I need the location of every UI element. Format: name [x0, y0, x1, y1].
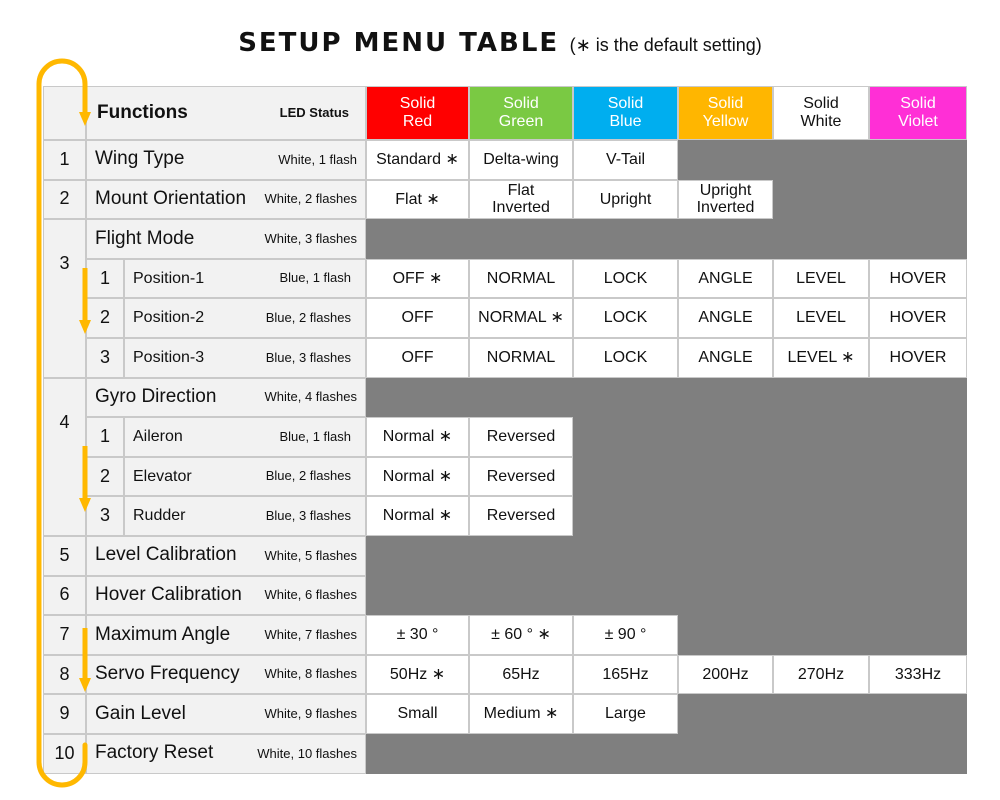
setting-option: OFF — [366, 298, 469, 338]
row-number: 8 — [43, 655, 86, 695]
arrow-head-icon — [79, 112, 91, 126]
setting-option: Upright — [573, 180, 678, 220]
led-status: Blue, 2 flashes — [265, 468, 351, 484]
setting-option: HOVER — [869, 259, 967, 299]
loop-arrow-line — [39, 61, 85, 785]
setting-option: LOCK — [573, 298, 678, 338]
setting-option: LEVEL ∗ — [773, 338, 869, 378]
setting-option: ANGLE — [678, 259, 773, 299]
function-name: Elevator — [133, 467, 192, 485]
led-status: White, 4 flashes — [264, 389, 357, 405]
setting-option: ± 60 ° ∗ — [469, 615, 573, 655]
function-name: Position-2 — [133, 309, 205, 327]
row-number: 7 — [43, 615, 86, 655]
led-status: Blue, 1 flash — [279, 270, 351, 286]
function-name: Flight Mode — [95, 227, 195, 249]
setting-option: Flat ∗ — [366, 180, 469, 220]
arrow-head-icon — [79, 320, 91, 334]
setting-option: Standard ∗ — [366, 140, 469, 180]
led-status: White, 10 flashes — [257, 745, 357, 761]
setting-option: Large — [573, 694, 678, 734]
setting-option: ± 30 ° — [366, 615, 469, 655]
setting-option: 165Hz — [573, 655, 678, 695]
setting-option: LOCK — [573, 259, 678, 299]
led-color-header: Solid Yellow — [678, 86, 773, 140]
setting-option: OFF — [366, 338, 469, 378]
function-name: Wing Type — [95, 148, 185, 170]
setting-option: 270Hz — [773, 655, 869, 695]
sub-row-number: 3 — [86, 496, 124, 536]
setting-option: Medium ∗ — [469, 694, 573, 734]
setting-option: ANGLE — [678, 298, 773, 338]
led-color-header: Solid White — [773, 86, 869, 140]
setting-option: 333Hz — [869, 655, 967, 695]
setting-option: HOVER — [869, 338, 967, 378]
row-number: 3 — [43, 219, 86, 377]
function-name: Rudder — [133, 507, 186, 525]
led-status: White, 5 flashes — [264, 547, 357, 563]
led-color-header: Solid Green — [469, 86, 573, 140]
setting-option: Upright Inverted — [678, 180, 773, 220]
setting-option: LEVEL — [773, 259, 869, 299]
setting-option: Normal ∗ — [366, 457, 469, 497]
sub-row-number: 2 — [86, 457, 124, 497]
led-status: Blue, 2 flashes — [265, 310, 351, 326]
setting-option: ± 90 ° — [573, 615, 678, 655]
setting-option: 200Hz — [678, 655, 773, 695]
title-main: SETUP MENU TABLE — [238, 28, 560, 58]
row-number: 10 — [43, 734, 86, 774]
function-name: Gyro Direction — [95, 385, 217, 407]
led-status: White, 6 flashes — [264, 587, 357, 603]
led-status: Blue, 3 flashes — [265, 349, 351, 365]
title-note: (∗ is the default setting) — [569, 35, 762, 55]
arrow-head-icon — [79, 678, 91, 692]
function-name: Mount Orientation — [95, 187, 247, 209]
led-color-header: Solid Red — [366, 86, 469, 140]
setting-option: LOCK — [573, 338, 678, 378]
led-status: Blue, 3 flashes — [265, 508, 351, 524]
row-number: 9 — [43, 694, 86, 734]
setting-option: Delta-wing — [469, 140, 573, 180]
setting-option: Small — [366, 694, 469, 734]
setting-option: Normal ∗ — [366, 417, 469, 457]
setting-option: V-Tail — [573, 140, 678, 180]
setting-option: NORMAL — [469, 338, 573, 378]
led-status: White, 7 flashes — [264, 626, 357, 642]
function-name: Gain Level — [95, 702, 186, 724]
led-status: White, 8 flashes — [264, 666, 357, 682]
row-number: 1 — [43, 140, 86, 180]
function-name: Servo Frequency — [95, 663, 240, 685]
setting-option: Reversed — [469, 417, 573, 457]
setting-option: LEVEL — [773, 298, 869, 338]
row-number: 4 — [43, 378, 86, 536]
setting-option: Flat Inverted — [469, 180, 573, 220]
sub-row-number: 2 — [86, 298, 124, 338]
setting-option: 65Hz — [469, 655, 573, 695]
setting-option: Normal ∗ — [366, 496, 469, 536]
setting-option: NORMAL ∗ — [469, 298, 573, 338]
led-status: White, 1 flash — [278, 151, 357, 167]
sub-row-number: 1 — [86, 417, 124, 457]
setting-option: Reversed — [469, 496, 573, 536]
function-name: Position-1 — [133, 269, 205, 287]
sub-row-number: 3 — [86, 338, 124, 378]
led-color-header: Solid Blue — [573, 86, 678, 140]
functions-heading: Functions — [97, 101, 188, 123]
led-status: White, 2 flashes — [264, 191, 357, 207]
row-number: 5 — [43, 536, 86, 576]
function-name: Level Calibration — [95, 544, 237, 566]
led-status: White, 3 flashes — [264, 230, 357, 246]
setting-option: HOVER — [869, 298, 967, 338]
led-color-header: Solid Violet — [869, 86, 967, 140]
led-status-heading: LED Status — [279, 104, 349, 120]
setting-option: Reversed — [469, 457, 573, 497]
setting-option: 50Hz ∗ — [366, 655, 469, 695]
arrow-head-icon — [79, 498, 91, 512]
row-number: 6 — [43, 576, 86, 616]
function-name: Position-3 — [133, 349, 205, 366]
led-status: Blue, 1 flash — [279, 428, 351, 444]
setting-option: OFF ∗ — [366, 259, 469, 299]
led-status: White, 9 flashes — [264, 706, 357, 722]
function-name: Maximum Angle — [95, 623, 231, 645]
setting-option: NORMAL — [469, 259, 573, 299]
sub-row-number: 1 — [86, 259, 124, 299]
function-name: Hover Calibration — [95, 583, 242, 605]
function-name: Factory Reset — [95, 742, 214, 764]
row-number: 2 — [43, 180, 86, 220]
function-name: Aileron — [133, 428, 183, 446]
setting-option: ANGLE — [678, 338, 773, 378]
